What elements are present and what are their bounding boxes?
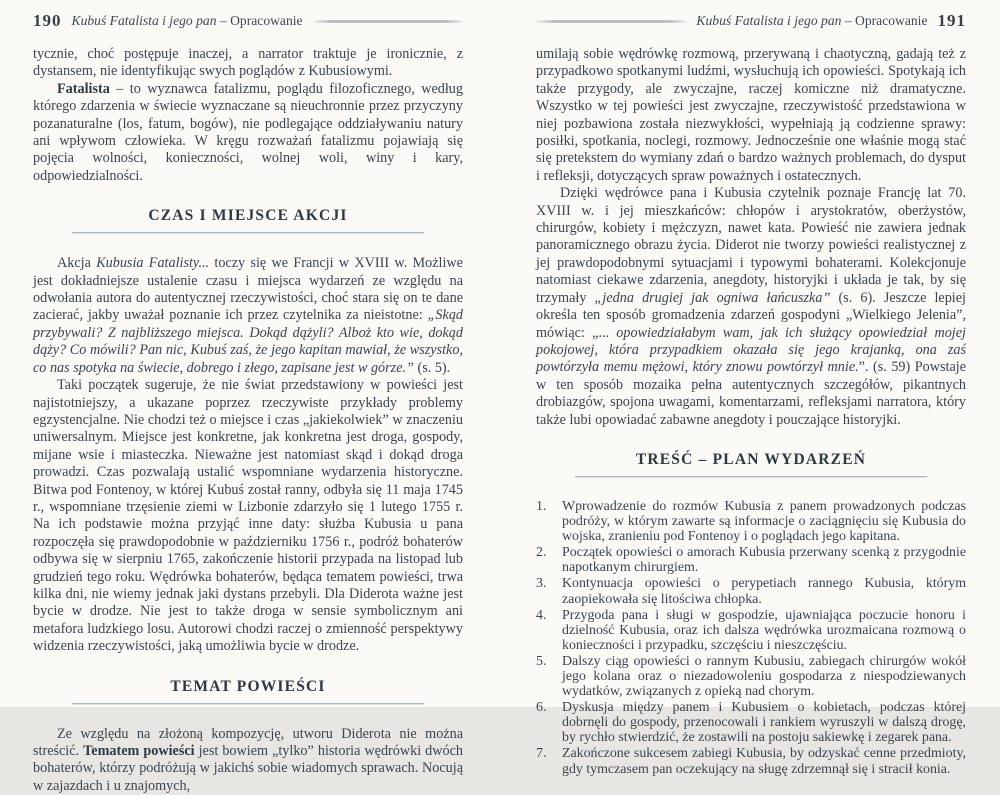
item-number: 3. [536, 576, 547, 592]
section-title: TREŚĆ – PLAN WYDARZEŃ [635, 450, 867, 468]
text-run: ”. (s. 59) Powstaje w ten sposób mozaika pełna autentycznych szczegółów, pikantnych drobiazgów, spojona uwagami, komentarzami, refleksjami narratora, który także lubi opowiadać zabawne anegdoty i pouczające historyjki. [536, 359, 967, 428]
paragraph [536, 185, 966, 429]
text-run: Kontynuacja opowieści o perypetiach rannego Kubusia, którym zaopiekowała się litościwa chłopka. [562, 576, 966, 607]
list-item [536, 499, 966, 544]
section-rule [72, 232, 425, 233]
page-number-right: 191 [937, 11, 966, 30]
section-heading [536, 451, 966, 477]
text-run: Kubusia Fatalisty... [96, 255, 210, 272]
running-title-book: Kubuś Fatalista i jego pan [71, 13, 217, 28]
paragraph [33, 81, 463, 185]
item-text [562, 545, 966, 575]
numbered-list [536, 499, 966, 777]
list-item [536, 545, 966, 575]
text-run: (s. 6). Jeszcze lepiej określa ten sposób gromadzenia zdarzeń gospodyni „Wielkiego Jelenia”, mówiąc: „... [536, 289, 966, 341]
paragraph [33, 377, 463, 656]
text-run: Taki początek sugeruje, że nie świat przedstawiony w powieści jest najistotniejszy, a ukazane poprzez rzeczywiste przykłady problemy egzystencjalne. Nie chodzi też o miejsce i czas „jakiekolwiek” w znaczeniu uniwersalnym. Miejsce jest konkretne, jak konkretna jest droga, gospody, mijane wsie i miasteczka. Nieważne jest natomiast skąd i dokąd droga prowadzi. Czas pozwalają ustalić wspomniane wydarzenia historyczne. Bitwa pod Fontenoy, w której Kubuś został ranny, odbyła się 11 maja 1745 r., wspomniane trzęsienie ziemi w Lizbonie zdarzyło się 1 lutego 1755 r. Na ich podstawie można przyjąć inne daty: służba Kubusia u pana rozpoczęła się prawdopodobnie w październiku 1756 r., podróż bohaterów odbywa się w sierpniu 1765, zakończenie historii przypada na listopad lub grudzień tego roku. Wędrówka bohaterów, będąca tematem powieści, trwa kilka dni, nie wiemy jednak jaki dystans przebyli. Dla Diderota ważne jest bycie w drodze. Nie jest to także droga w sensie symbolicznym ani metafora ludzkiego losu. Autorowi chodzi raczej o zmienność perspektywy widzenia rzeczywistości, jaką umożliwia bycie w drodze. [33, 377, 463, 655]
page-number-left: 190 [33, 11, 62, 30]
text-run: Dzięki wędrówce pana i Kubusia czytelnik poznaje Francję lat 70. XVIII w. i jej mieszkańców: chłopów i arystokratów, oberżystów, chirurgów, kobiety i mężczyzn, nawet kata. Powieść nie zawiera jednak panoramicznego obrazu życia. Diderot nie tworzy powieści realistycznej z jej prawdopodobnymi sytuacjami i typowymi bohaterami. Kolekcjonuje natomiast ciekawe zdarzenia, anegdoty, historyjki i układa je tak, by się trzymały [536, 185, 966, 306]
list-item [536, 608, 966, 653]
paragraph [33, 255, 463, 377]
text-run: Dyskusja między panem i Kubusiem o kobietach, podczas której dobrnęli do gospody, przenocowali i rankiem wyruszyli w dalszą drogę, by rychło stwierdzić, że zostawili na postoju sakiewkę i zegarek pana. [562, 700, 966, 746]
text-run: Akcja [57, 255, 97, 272]
list-item [536, 654, 966, 699]
text-run: umilają sobie wędrówkę rozmową, przerywaną i chaotyczną, gadają też z przypadkowo spotkanymi ludźmi, wysłuchują ich opowieści. Spotykają ich także przygody, ale zwyczajne, raczej komiczne niż dramatyczne. Wszystko w tej powieści jest zwyczajne, rzeczywistość przedstawiona w niej pozbawiona została niezwykłości, wypełniają ją codzienne sprawy: posiłki, spotkania, noclegi, rozmowy. Jednocześnie one właśnie mogą stać się pretekstem do wymiany zdań o bardzo ważnych problemach, do dysput i refleksji, dotyczących spraw poważnych i ostatecznych. [536, 46, 966, 184]
item-number: 6. [536, 700, 547, 716]
text-run: Ze względu na złożoną kompozycję, utworu Diderota nie można streścić. [33, 725, 463, 759]
section-title: TEMAT POWIEŚCI [170, 677, 326, 695]
item-number: 7. [536, 746, 547, 762]
item-number: 1. [536, 498, 547, 514]
page-header-left [33, 11, 463, 31]
item-number: 2. [536, 545, 547, 561]
page-right [536, 0, 967, 777]
header-rule-right [536, 20, 686, 23]
text-run: (s. 5). [413, 359, 451, 376]
list-item [536, 700, 966, 745]
text-run: – to wyznawca fatalizmu, poglądu filozoficznego, według którego zdarzenia w świecie wyznaczane są nieuchronnie przez przyczyny pozanaturalne (los, fatum, bogów), nie podlegające oddziaływaniu natury ani wpływom człowieka. W kręgu rozważań fatalizmu pojawiają się pojęcia wolności, konieczności, wolnej woli, winy i kary, odpowiedzialności. [33, 80, 463, 184]
paragraph [536, 46, 966, 185]
running-title-left [72, 13, 303, 29]
item-text [562, 746, 966, 776]
section-heading [33, 207, 463, 233]
text-run: Wprowadzenie do rozmów Kubusia z panem prowadzonych podczas podróży, w którym zawarte są informacje o zaciągnięciu się Kubusia do wojska, zranieniu pod Fontenoy i o poglądach jego kapitana. [562, 498, 966, 545]
section-heading [33, 678, 463, 704]
text-run: Fatalista [57, 80, 110, 97]
text-run: Przygoda pana i sługi w gospodzie, ujawniająca poczucie honoru i dzielność Kubusia, oraz ich dalsza wędrówka urozmaicana rozmową o konieczności i przypadku, szczęściu i nieszczęściu. [562, 607, 966, 653]
item-text [562, 700, 966, 745]
page-left [33, 0, 464, 794]
item-text [562, 576, 966, 606]
text-run: jest bowiem „tylko” historia wędrówki dwóch bohaterów, którzy podróżują w jakichś sobie wiadomych sprawach. Nocują w zajazdach i u znajomych, [33, 743, 464, 794]
item-text [562, 499, 966, 544]
text-run: Początek opowieści o amorach Kubusia przerwany scenką z przygodnie napotkanym chirurgiem. [562, 545, 966, 576]
page-content-right [536, 46, 966, 777]
running-title-right [696, 13, 927, 29]
running-title-book: Kubuś Fatalista i jego pan [696, 13, 842, 28]
text-run: Zakończone sukcesem zabiegi Kubusia, by odzyskać cenne przedmioty, gdy tymczasem pan oczekujący na sługę zdrzemnął się i stracił konia. [562, 746, 966, 777]
item-text [562, 608, 966, 653]
header-rule-left [313, 20, 463, 23]
text-run: Dalszy ciąg opowieści o rannym Kubusiu, zabiegach chirurgów wokół jego kolana oraz o niezadowoleniu gospodarza z niespodziewanych wydatków, związanych z opieką nad chorym. [562, 653, 966, 700]
list-item [536, 746, 966, 776]
running-title-subtitle: – Opracowanie [216, 13, 303, 28]
section-title: CZAS I MIEJSCE AKCJI [148, 207, 348, 225]
paragraph [33, 726, 463, 795]
text-run: tycznie, choć postępuje inaczej, a narrator traktuje je ironicznie, z dystansem, nie identyfikując swych poglądów z Kubusiowymi. [33, 46, 463, 80]
item-number: 5. [536, 653, 547, 669]
list-item [536, 576, 966, 606]
item-number: 4. [536, 607, 547, 623]
text-run: toczy się we Francji w XVIII w. Możliwe jest dokładniejsze ustalenie czasu i miejsca wydarzeń ze względu na odwołania autora do autentycznej rzeczywistości, choć stara się on te dane zacierać, jakby uważał poznanie ich przez czytelnika za nieistotne: [33, 255, 463, 324]
text-run: „Skąd przybywali? Z najbliższego miejsca. Dokąd dążyli? Alboż kto wie, dokąd dąży? Co mówili? Pan nic, Kubuś zaś, że jego kapitan mawiał, że wszystko, co nas spotyka na świecie, dobrego i złego, zapisane jest w górze.” [33, 307, 463, 376]
paragraph [33, 46, 463, 81]
page-content-left [33, 46, 463, 795]
page-header-right [536, 11, 966, 31]
section-rule [72, 703, 425, 704]
item-text [562, 654, 966, 699]
section-rule [575, 476, 928, 477]
running-title-subtitle: – Opracowanie [841, 13, 928, 28]
text-run: opowiedziałabym wam, jak ich służący opowiedział mojej pokojowej, która przypadkiem okazała się jego krajanką, ona zaś powtórzyła memu mężowi, który znowu powtórzył mnie. [536, 324, 966, 376]
text-run: Tematem powieści [83, 743, 195, 759]
text-run: „jedna drugiej jak ogniwa łańcuszka” [594, 289, 831, 306]
